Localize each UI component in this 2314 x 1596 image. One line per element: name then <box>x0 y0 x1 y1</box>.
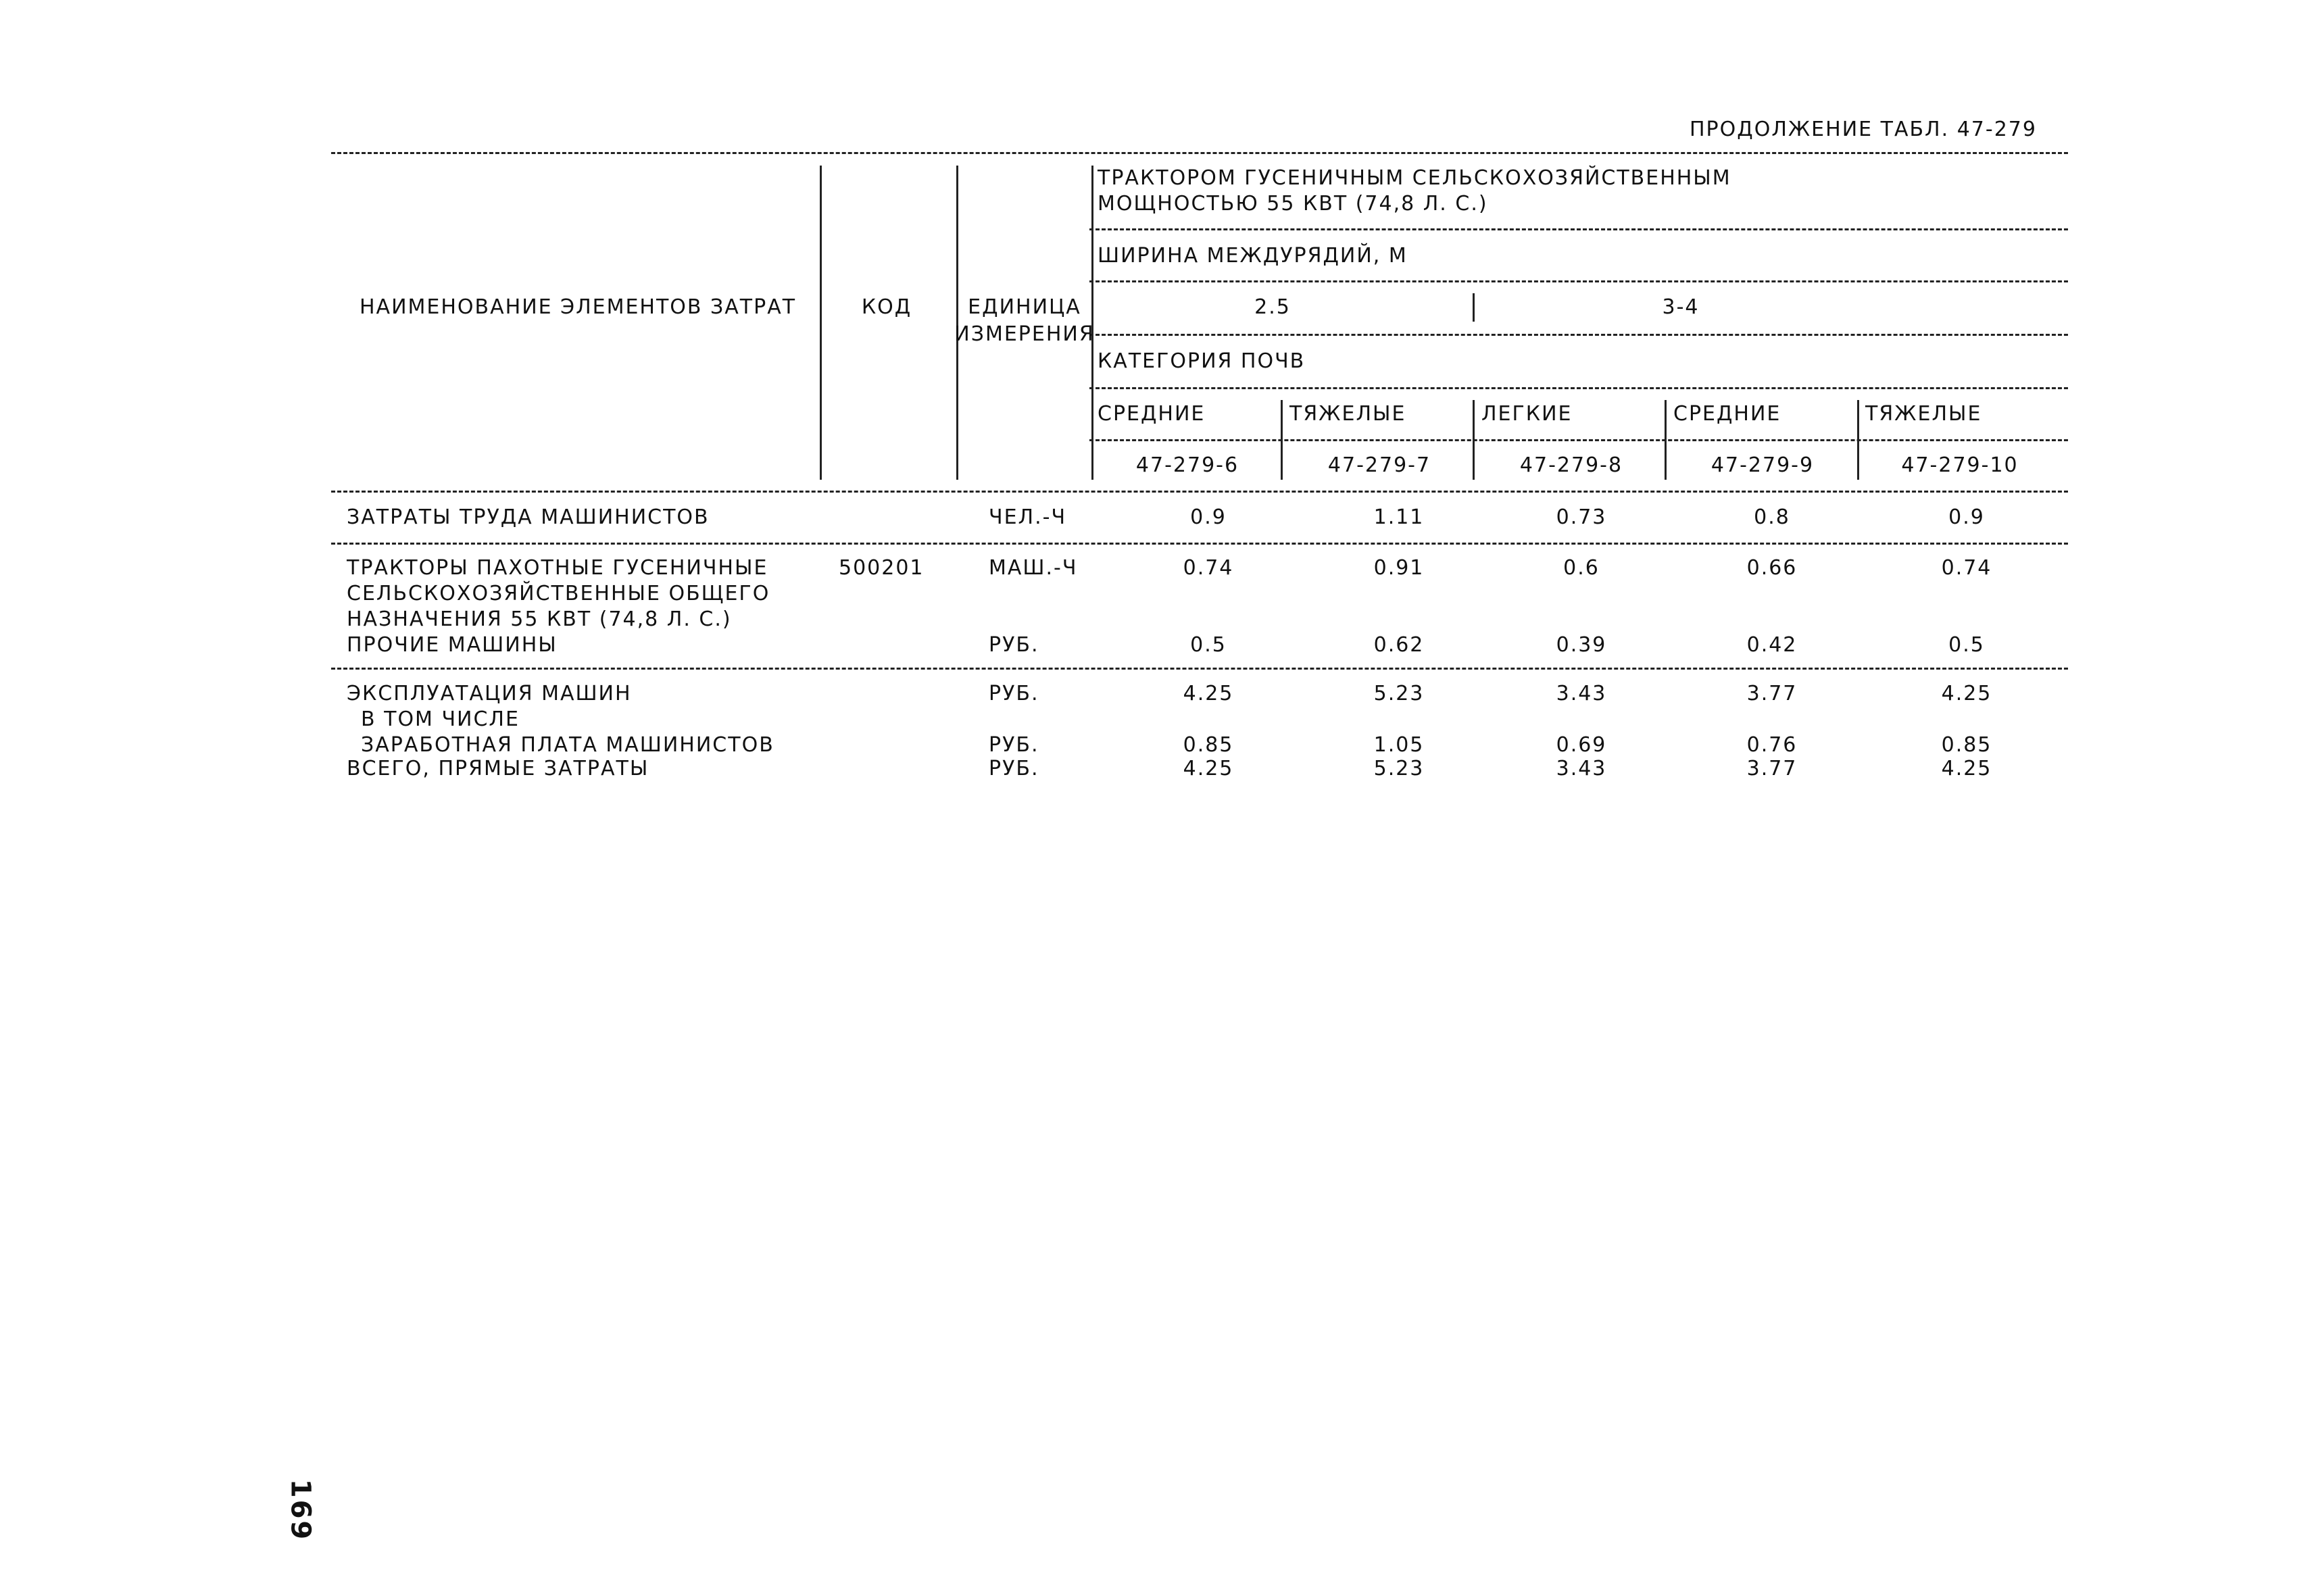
row-total-unit: РУБ. <box>989 757 1039 780</box>
row-total-v2: 5.23 <box>1373 757 1425 780</box>
header-soil-5: ТЯЖЕЛЫЕ <box>1865 402 1982 426</box>
row-total-v5: 4.25 <box>1941 757 1992 780</box>
row-labor-v2: 1.11 <box>1373 505 1425 529</box>
row-tractors-name-1: ТРАКТОРЫ ПАХОТНЫЕ ГУСЕНИЧНЫЕ <box>347 556 768 580</box>
row-tractors-name-2: СЕЛЬСКОХОЗЯЙСТВЕННЫЕ ОБЩЕГО <box>347 582 770 605</box>
row-total-v3: 3.43 <box>1556 757 1607 780</box>
row-wages-v3: 0.69 <box>1556 733 1607 757</box>
row-wages-v4: 0.76 <box>1746 733 1798 757</box>
rule-row1 <box>331 543 2068 545</box>
vline-col2 <box>1281 400 1283 480</box>
vline-col3 <box>1473 400 1475 480</box>
vline-width <box>1473 293 1475 322</box>
row-wages-v2: 1.05 <box>1373 733 1425 757</box>
header-unit-col-1: ЕДИНИЦА <box>968 295 1081 319</box>
row-operation-name: ЭКСПЛУАТАЦИЯ МАШИН <box>347 682 632 705</box>
rule-top <box>331 152 2068 154</box>
header-machine-1: ТРАКТОРОМ ГУСЕНИЧНЫМ СЕЛЬСКОХОЗЯЙСТВЕННЫМ <box>1098 166 1731 190</box>
row-labor-v3: 0.73 <box>1556 505 1607 529</box>
header-width-2: 3-4 <box>1662 295 1700 319</box>
row-other-v4: 0.42 <box>1746 633 1798 657</box>
header-code-4: 47-279-9 <box>1710 453 1815 477</box>
row-total-name: ВСЕГО, ПРЯМЫЕ ЗАТРАТЫ <box>347 757 649 780</box>
header-code-1: 47-279-6 <box>1135 453 1239 477</box>
header-unit-col-2: ИЗМЕРЕНИЯ <box>954 322 1095 346</box>
header-code-col: КОД <box>861 295 912 319</box>
row-labor-name: ЗАТРАТЫ ТРУДА МАШИНИСТОВ <box>347 505 710 529</box>
row-total-v4: 3.77 <box>1746 757 1798 780</box>
row-labor-v5: 0.9 <box>1948 505 1985 529</box>
row-wages-v5: 0.85 <box>1941 733 1992 757</box>
header-soil-4: СРЕДНИЕ <box>1673 402 1781 426</box>
header-machine-2: МОЩНОСТЬЮ 55 КВТ (74,8 Л. С.) <box>1098 192 1488 216</box>
rule-header-bottom <box>331 491 2068 493</box>
row-labor-v1: 0.9 <box>1190 505 1227 529</box>
row-operation-unit: РУБ. <box>989 682 1039 705</box>
rule-soilnames <box>1089 439 2068 441</box>
rule-row3 <box>331 668 2068 670</box>
row-other-v1: 0.5 <box>1190 633 1227 657</box>
row-operation-v3: 3.43 <box>1556 682 1607 705</box>
row-tractors-v2: 0.91 <box>1373 556 1425 580</box>
row-wages-unit: РУБ. <box>989 733 1039 757</box>
row-tractors-code: 500201 <box>839 556 925 580</box>
row-other-v2: 0.62 <box>1373 633 1425 657</box>
row-total-v1: 4.25 <box>1183 757 1234 780</box>
vline-name <box>820 166 822 480</box>
header-code-3: 47-279-8 <box>1519 453 1623 477</box>
row-other-name: ПРОЧИЕ МАШИНЫ <box>347 633 558 657</box>
row-wages-v1: 0.85 <box>1183 733 1234 757</box>
row-operation-v1: 4.25 <box>1183 682 1234 705</box>
rule-widthval <box>1089 334 2068 336</box>
header-code-2: 47-279-7 <box>1327 453 1431 477</box>
row-tractors-v4: 0.66 <box>1746 556 1798 580</box>
row-operation-v5: 4.25 <box>1941 682 1992 705</box>
vline-col5 <box>1857 400 1859 480</box>
row-other-v5: 0.5 <box>1948 633 1985 657</box>
row-tractors-v5: 0.74 <box>1941 556 1992 580</box>
row-including-name: В ТОМ ЧИСЛЕ <box>361 707 520 731</box>
row-tractors-name-3: НАЗНАЧЕНИЯ 55 КВТ (74,8 Л. С.) <box>347 607 732 631</box>
row-other-v3: 0.39 <box>1556 633 1607 657</box>
row-operation-v4: 3.77 <box>1746 682 1798 705</box>
row-tractors-v1: 0.74 <box>1183 556 1234 580</box>
rule-width <box>1089 280 2068 282</box>
row-other-unit: РУБ. <box>989 633 1039 657</box>
header-width-1: 2.5 <box>1254 295 1291 319</box>
header-soil-label: КАТЕГОРИЯ ПОЧВ <box>1098 349 1306 373</box>
header-name-col: НАИМЕНОВАНИЕ ЭЛЕМЕНТОВ ЗАТРАТ <box>360 295 797 319</box>
header-code-5: 47-279-10 <box>1901 453 2019 477</box>
row-tractors-v3: 0.6 <box>1563 556 1600 580</box>
row-tractors-unit: МАШ.-Ч <box>989 556 1078 580</box>
header-soil-2: ТЯЖЕЛЫЕ <box>1289 402 1406 426</box>
rule-machine <box>1089 228 2068 230</box>
row-labor-v4: 0.8 <box>1754 505 1790 529</box>
page-number: 169 <box>285 1478 316 1542</box>
row-wages-name: ЗАРАБОТНАЯ ПЛАТА МАШИНИСТОВ <box>361 733 774 757</box>
row-operation-v2: 5.23 <box>1373 682 1425 705</box>
vline-col4 <box>1665 400 1667 480</box>
table-continuation-caption: ПРОДОЛЖЕНИЕ ТАБЛ. 47-279 <box>1690 118 2037 141</box>
row-labor-unit: ЧЕЛ.-Ч <box>989 505 1067 529</box>
header-soil-3: ЛЕГКИЕ <box>1481 402 1573 426</box>
header-row-width-label: ШИРИНА МЕЖДУРЯДИЙ, М <box>1098 244 1408 268</box>
header-soil-1: СРЕДНИЕ <box>1098 402 1206 426</box>
rule-soil <box>1089 387 2068 389</box>
